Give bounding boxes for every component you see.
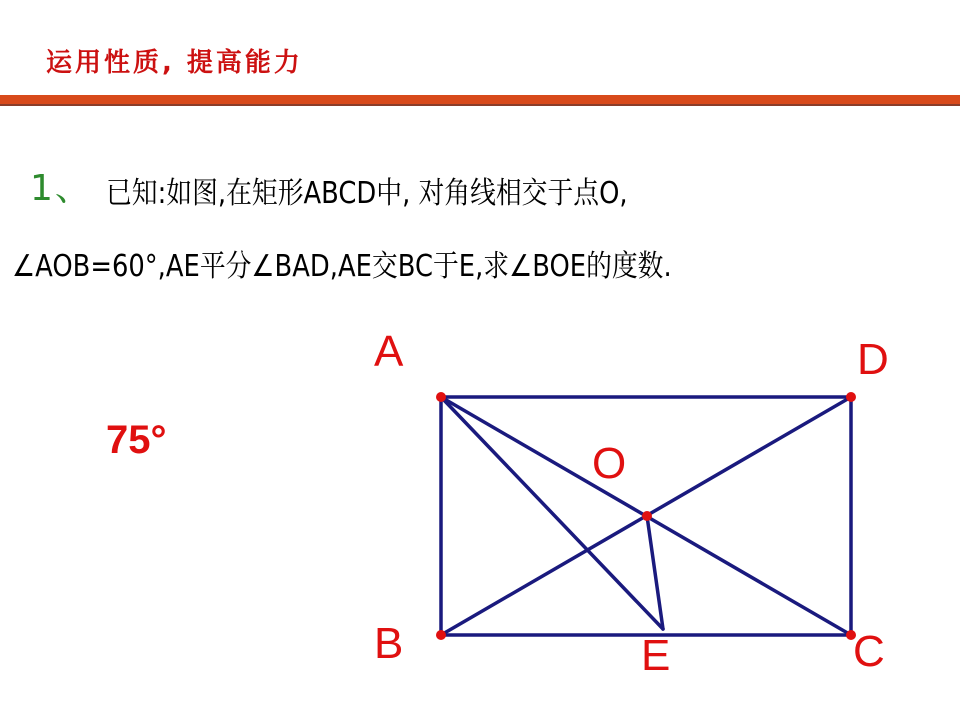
point-d [846,392,856,402]
point-o [642,511,652,521]
question-number: 1、 [30,168,93,209]
label-e: E [641,631,671,680]
label-d: D [857,335,889,384]
segment-oe [647,516,663,629]
label-a: A [374,327,404,376]
label-o: O [592,439,627,488]
label-b: B [374,619,404,668]
answer-text: 75° [106,418,167,462]
question-text-line-2: ∠AOB=60°,AE平分∠BAD,AE交BC于E,求∠BOE的度数. [12,249,672,284]
slide-title: 运用性质, 提高能力 [46,48,303,78]
label-c: C [853,627,885,676]
question-text-line-1: 已知:如图,在矩形ABCD中, 对角线相交于点O, [106,176,628,211]
point-a [436,392,446,402]
segment-ae [441,397,663,629]
point-b [436,630,446,640]
